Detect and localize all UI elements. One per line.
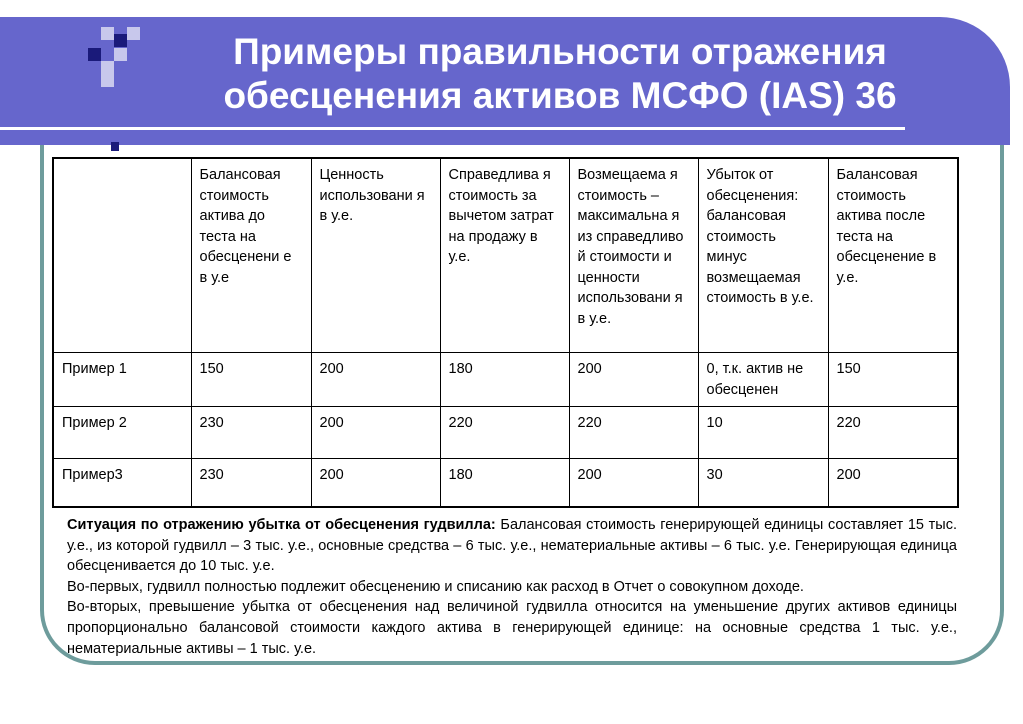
goodwill-note bbox=[67, 515, 957, 659]
situation-lead: Ситуация по отражению убытка от обесценения гудвилла: bbox=[67, 517, 496, 533]
table-cell: 200 bbox=[569, 459, 698, 508]
header-cell: Балансовая стоимость актива после теста на обесценение в у.е. bbox=[828, 158, 958, 353]
table-cell: 200 bbox=[311, 407, 440, 459]
row-label: Пример 2 bbox=[53, 407, 191, 459]
table-cell: 200 bbox=[828, 459, 958, 508]
decor-square bbox=[127, 27, 140, 40]
table-cell: 220 bbox=[569, 407, 698, 459]
header-cell: Справедлива я стоимость за вычетом затрат на продажу в у.е. bbox=[440, 158, 569, 353]
table-cell: 200 bbox=[569, 353, 698, 407]
decor-square bbox=[101, 74, 114, 87]
table-row bbox=[53, 353, 958, 407]
table-cell: 150 bbox=[828, 353, 958, 407]
situation-paragraph bbox=[67, 515, 957, 577]
first-paragraph: Во-первых, гудвилл полностью подлежит обесценению и списанию как расход в Отчет о совокупном доходе. bbox=[67, 578, 804, 595]
table-header-row bbox=[53, 158, 958, 353]
table-row bbox=[53, 459, 958, 508]
table-cell: 220 bbox=[440, 407, 569, 459]
table-cell: 200 bbox=[311, 459, 440, 508]
table-cell: 180 bbox=[440, 353, 569, 407]
table-row bbox=[53, 407, 958, 459]
table-cell: 30 bbox=[698, 459, 828, 508]
header-cell: Возмещаема я стоимость – максимальна я из справедливо й стоимости и ценности использовани я в у.е. bbox=[569, 158, 698, 353]
slide-title: Примеры правильности отражения обесценения активов МСФО (IAS) 36 bbox=[223, 31, 897, 116]
row-label: Пример 1 bbox=[53, 353, 191, 407]
header-cell bbox=[53, 158, 191, 353]
decor-square bbox=[88, 48, 101, 61]
table-cell: 200 bbox=[311, 353, 440, 407]
banner-divider bbox=[0, 127, 905, 130]
table-cell: 180 bbox=[440, 459, 569, 508]
second-paragraph: Во-вторых, превышение убытка от обесценения над величиной гудвилла относится на уменьшение других активов единицы пропорционально балансовой стоимости каждого актива в генерирующей единице: на основные средства 1 тыс. у.е., нематериальные активы – 1 тыс. у.е. bbox=[67, 599, 957, 657]
table-cell: 150 bbox=[191, 353, 311, 407]
situation-text: Балансовая стоимость генерирующей единицы составляет 15 тыс. у.е., из которой гудвилл – 3 тыс. у.е., основные средства – 6 тыс. у.е., нематериальные активы – 6 тыс. у.е. Генерирующая единица обесценивается до 10 тыс. у.е. bbox=[67, 517, 957, 575]
header-cell: Убыток от обесценения: балансовая стоимость минус возмещаемая стоимость в у.е. bbox=[698, 158, 828, 353]
header-cell: Ценность использовани я в у.е. bbox=[311, 158, 440, 353]
table-cell: 230 bbox=[191, 407, 311, 459]
decor-square bbox=[114, 48, 127, 61]
table-cell: 230 bbox=[191, 459, 311, 508]
header-cell: Балансовая стоимость актива до теста на обесценени е в у.е bbox=[191, 158, 311, 353]
table-cell: 0, т.к. актив не обесценен bbox=[698, 353, 828, 407]
decor-square bbox=[114, 34, 127, 47]
impairment-table bbox=[52, 157, 959, 508]
decor-square bbox=[101, 61, 114, 74]
table-cell: 220 bbox=[828, 407, 958, 459]
decor-square bbox=[101, 27, 114, 40]
table-cell: 10 bbox=[698, 407, 828, 459]
row-label: Пример3 bbox=[53, 459, 191, 508]
